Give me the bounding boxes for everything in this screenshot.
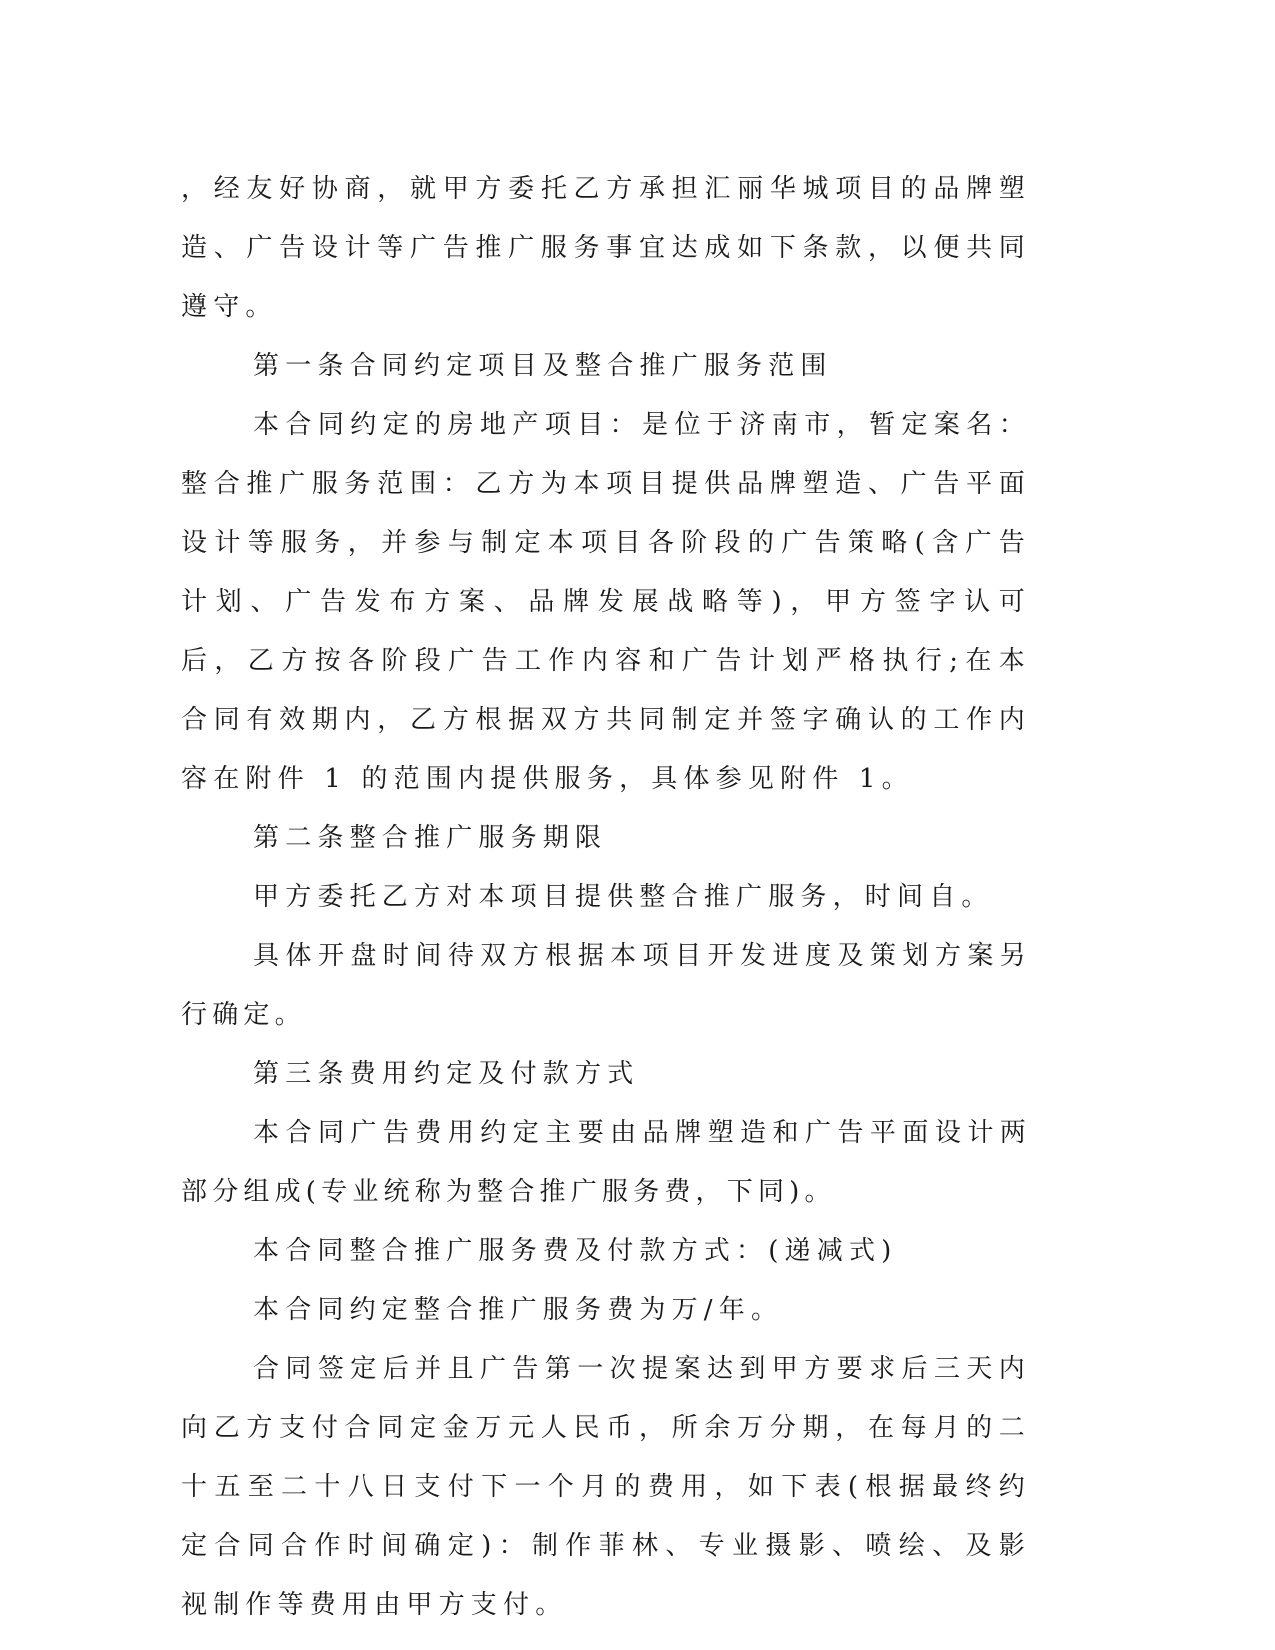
heading-article-3: 第三条费用约定及付款方式 bbox=[253, 1059, 640, 1089]
paragraph-deposit-installments: 合同签定后并且广告第一次提案达到甲方要求后三天内向乙方支付合同定金万元人民币，所余万分期，在每月的二十五至二十八日支付下一个月的费用，如下表(根据最终约定合同合作时间确定)：制作菲林、专业摄影、喷绘、及影视制作等费用由甲方支付。 bbox=[181, 1354, 1031, 1620]
paragraph-opening-time: 具体开盘时间待双方根据本项目开发进度及策划方案另行确定。 bbox=[181, 941, 1031, 1030]
heading-article-2: 第二条整合推广服务期限 bbox=[253, 823, 608, 853]
paragraph-scope: 本合同约定的房地产项目：是位于济南市，暂定案名：整合推广服务范围：乙方为本项目提供品牌塑造、广告平面设计等服务，并参与制定本项目各阶段的广告策略(含广告计划、广告发布方案、品牌发展战略等)，甲方签字认可后，乙方按各阶段广告工作内容和广告计划严格执行;在本合同有效期内，乙方根据双方共同制定并签字确认的工作内容在附件 1 的范围内提供服务，具体参见附件 1。 bbox=[181, 410, 1031, 794]
paragraph-term: 甲方委托乙方对本项目提供整合推广服务，时间自。 bbox=[253, 882, 994, 912]
paragraph-fee-composition: 本合同广告费用约定主要由品牌塑造和广告平面设计两部分组成(专业统称为整合推广服务费，下同)。 bbox=[181, 1118, 1031, 1207]
heading-article-1: 第一条合同约定项目及整合推广服务范围 bbox=[253, 351, 833, 381]
paragraph-annual-fee: 本合同约定整合推广服务费为万/年。 bbox=[253, 1295, 784, 1325]
paragraph-payment-method: 本合同整合推广服务费及付款方式：(递减式) bbox=[253, 1236, 898, 1266]
paragraph-intro: ，经友好协商，就甲方委托乙方承担汇丽华城项目的品牌塑造、广告设计等广告推广服务事宜达成如下条款，以便共同遵守。 bbox=[181, 174, 1031, 322]
document-body bbox=[181, 160, 1031, 1635]
